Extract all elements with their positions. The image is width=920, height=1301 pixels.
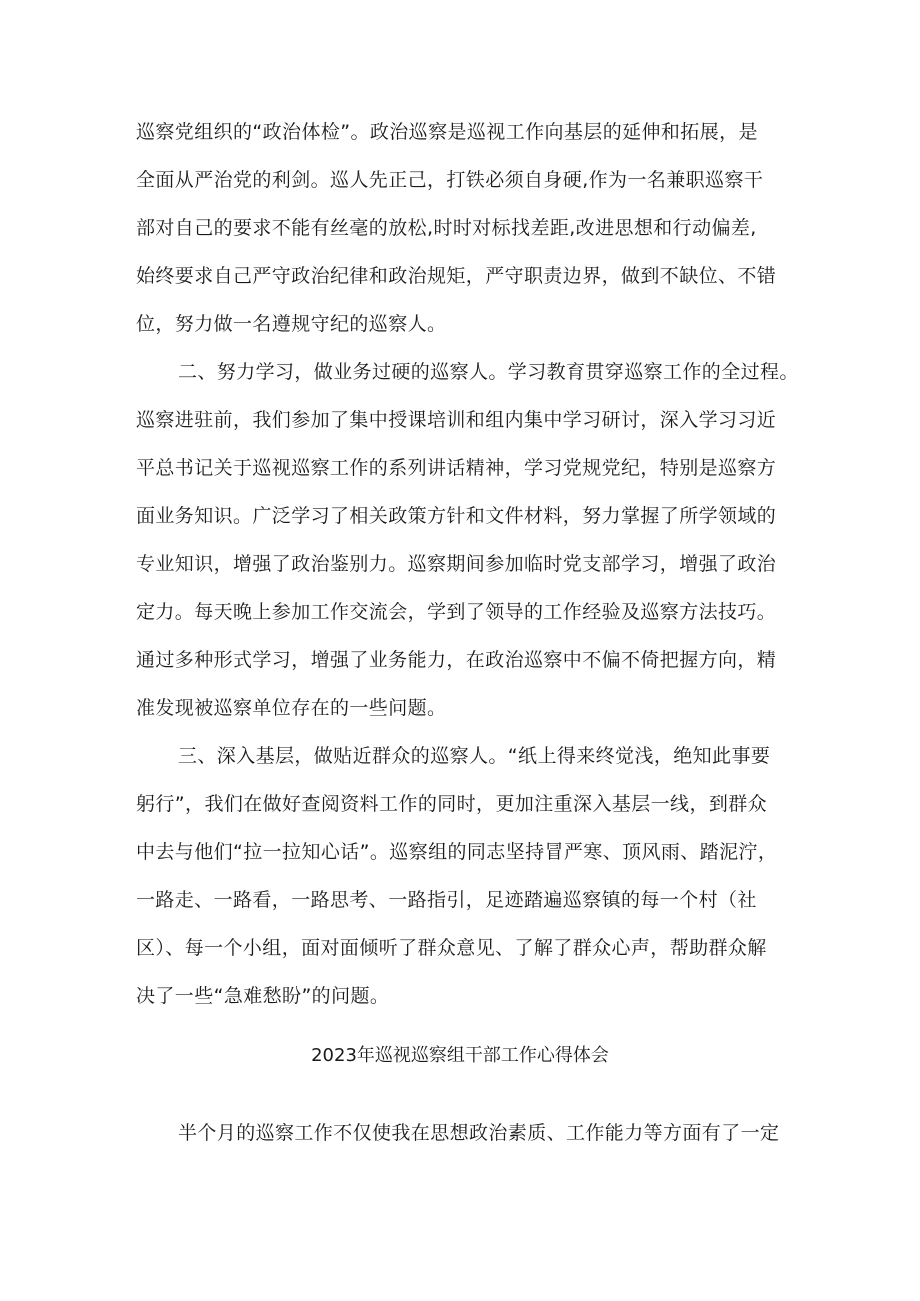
paragraph-2-line-6: 定力。每天晚上参加工作交流会，学到了领导的工作经验及巡察方法技巧。 <box>136 601 777 623</box>
paragraph-2-line-3: 平总书记关于巡视巡察工作的系列讲话精神，学习党规党纪，特别是巡察方 <box>136 457 777 479</box>
paragraph-2-line-5: 专业知识，增强了政治鉴别力。巡察期间参加临时党支部学习，增强了政治 <box>136 553 777 575</box>
paragraph-1-line-5: 位，努力做一名遵规守纪的巡察人。 <box>136 313 447 335</box>
paragraph-3-line-5: 区）、每一个小组，面对面倾听了群众意见、了解了群众心声，帮助群众解 <box>136 937 767 959</box>
paragraph-3-line-4: 一路走、一路看，一路思考、一路指引，足迹踏遍巡察镇的每一个村（社 <box>136 889 757 911</box>
paragraph-3-line-2: 躬行”，我们在做好查阅资料工作的同时，更加注重深入基层一线，到群众 <box>136 793 768 815</box>
paragraph-2-line-7: 通过多种形式学习，增强了业务能力，在政治巡察中不偏不倚把握方向，精 <box>136 649 777 671</box>
final-paragraph-line-1: 半个月的巡察工作不仅使我在思想政治素质、工作能力等方面有了一定 <box>178 1122 780 1144</box>
paragraph-3-line-6: 决了一些“急难愁盼”的问题。 <box>136 985 390 1007</box>
paragraph-2-line-1: 二、努力学习，做业务过硬的巡察人。学习教育贯穿巡察工作的全过程。 <box>178 361 799 383</box>
paragraph-1-line-2: 全面从严治党的利剑。巡人先正己，打铁必须自身硬,作为一名兼职巡察干 <box>136 169 764 191</box>
paragraph-2-line-2: 巡察进驻前，我们参加了集中授课培训和组内集中学习研讨，深入学习习近 <box>136 409 777 431</box>
paragraph-1-line-3: 部对自己的要求不能有丝毫的放松,时时对标找差距,改进思想和行动偏差, <box>136 217 757 239</box>
section-title: 2023年巡视巡察组干部工作心得体会 <box>311 1045 609 1066</box>
paragraph-1-line-4: 始终要求自己严守政治纪律和政治规矩，严守职责边界，做到不缺位、不错 <box>136 265 777 287</box>
paragraph-3-line-1: 三、深入基层，做贴近群众的巡察人。“纸上得来终觉浅，绝知此事要 <box>178 745 771 767</box>
paragraph-2-line-4: 面业务知识。广泛学习了相关政策方针和文件材料，努力掌握了所学领域的 <box>136 505 777 527</box>
paragraph-2-line-8: 准发现被巡察单位存在的一些问题。 <box>136 697 447 719</box>
paragraph-1-line-1: 巡察党组织的“政治体检”。政治巡察是巡视工作向基层的延伸和拓展，是 <box>136 121 758 143</box>
paragraph-3-line-3: 中去与他们“拉一拉知心话”。巡察组的同志坚持冒严寒、顶风雨、踏泥泞， <box>136 841 778 863</box>
